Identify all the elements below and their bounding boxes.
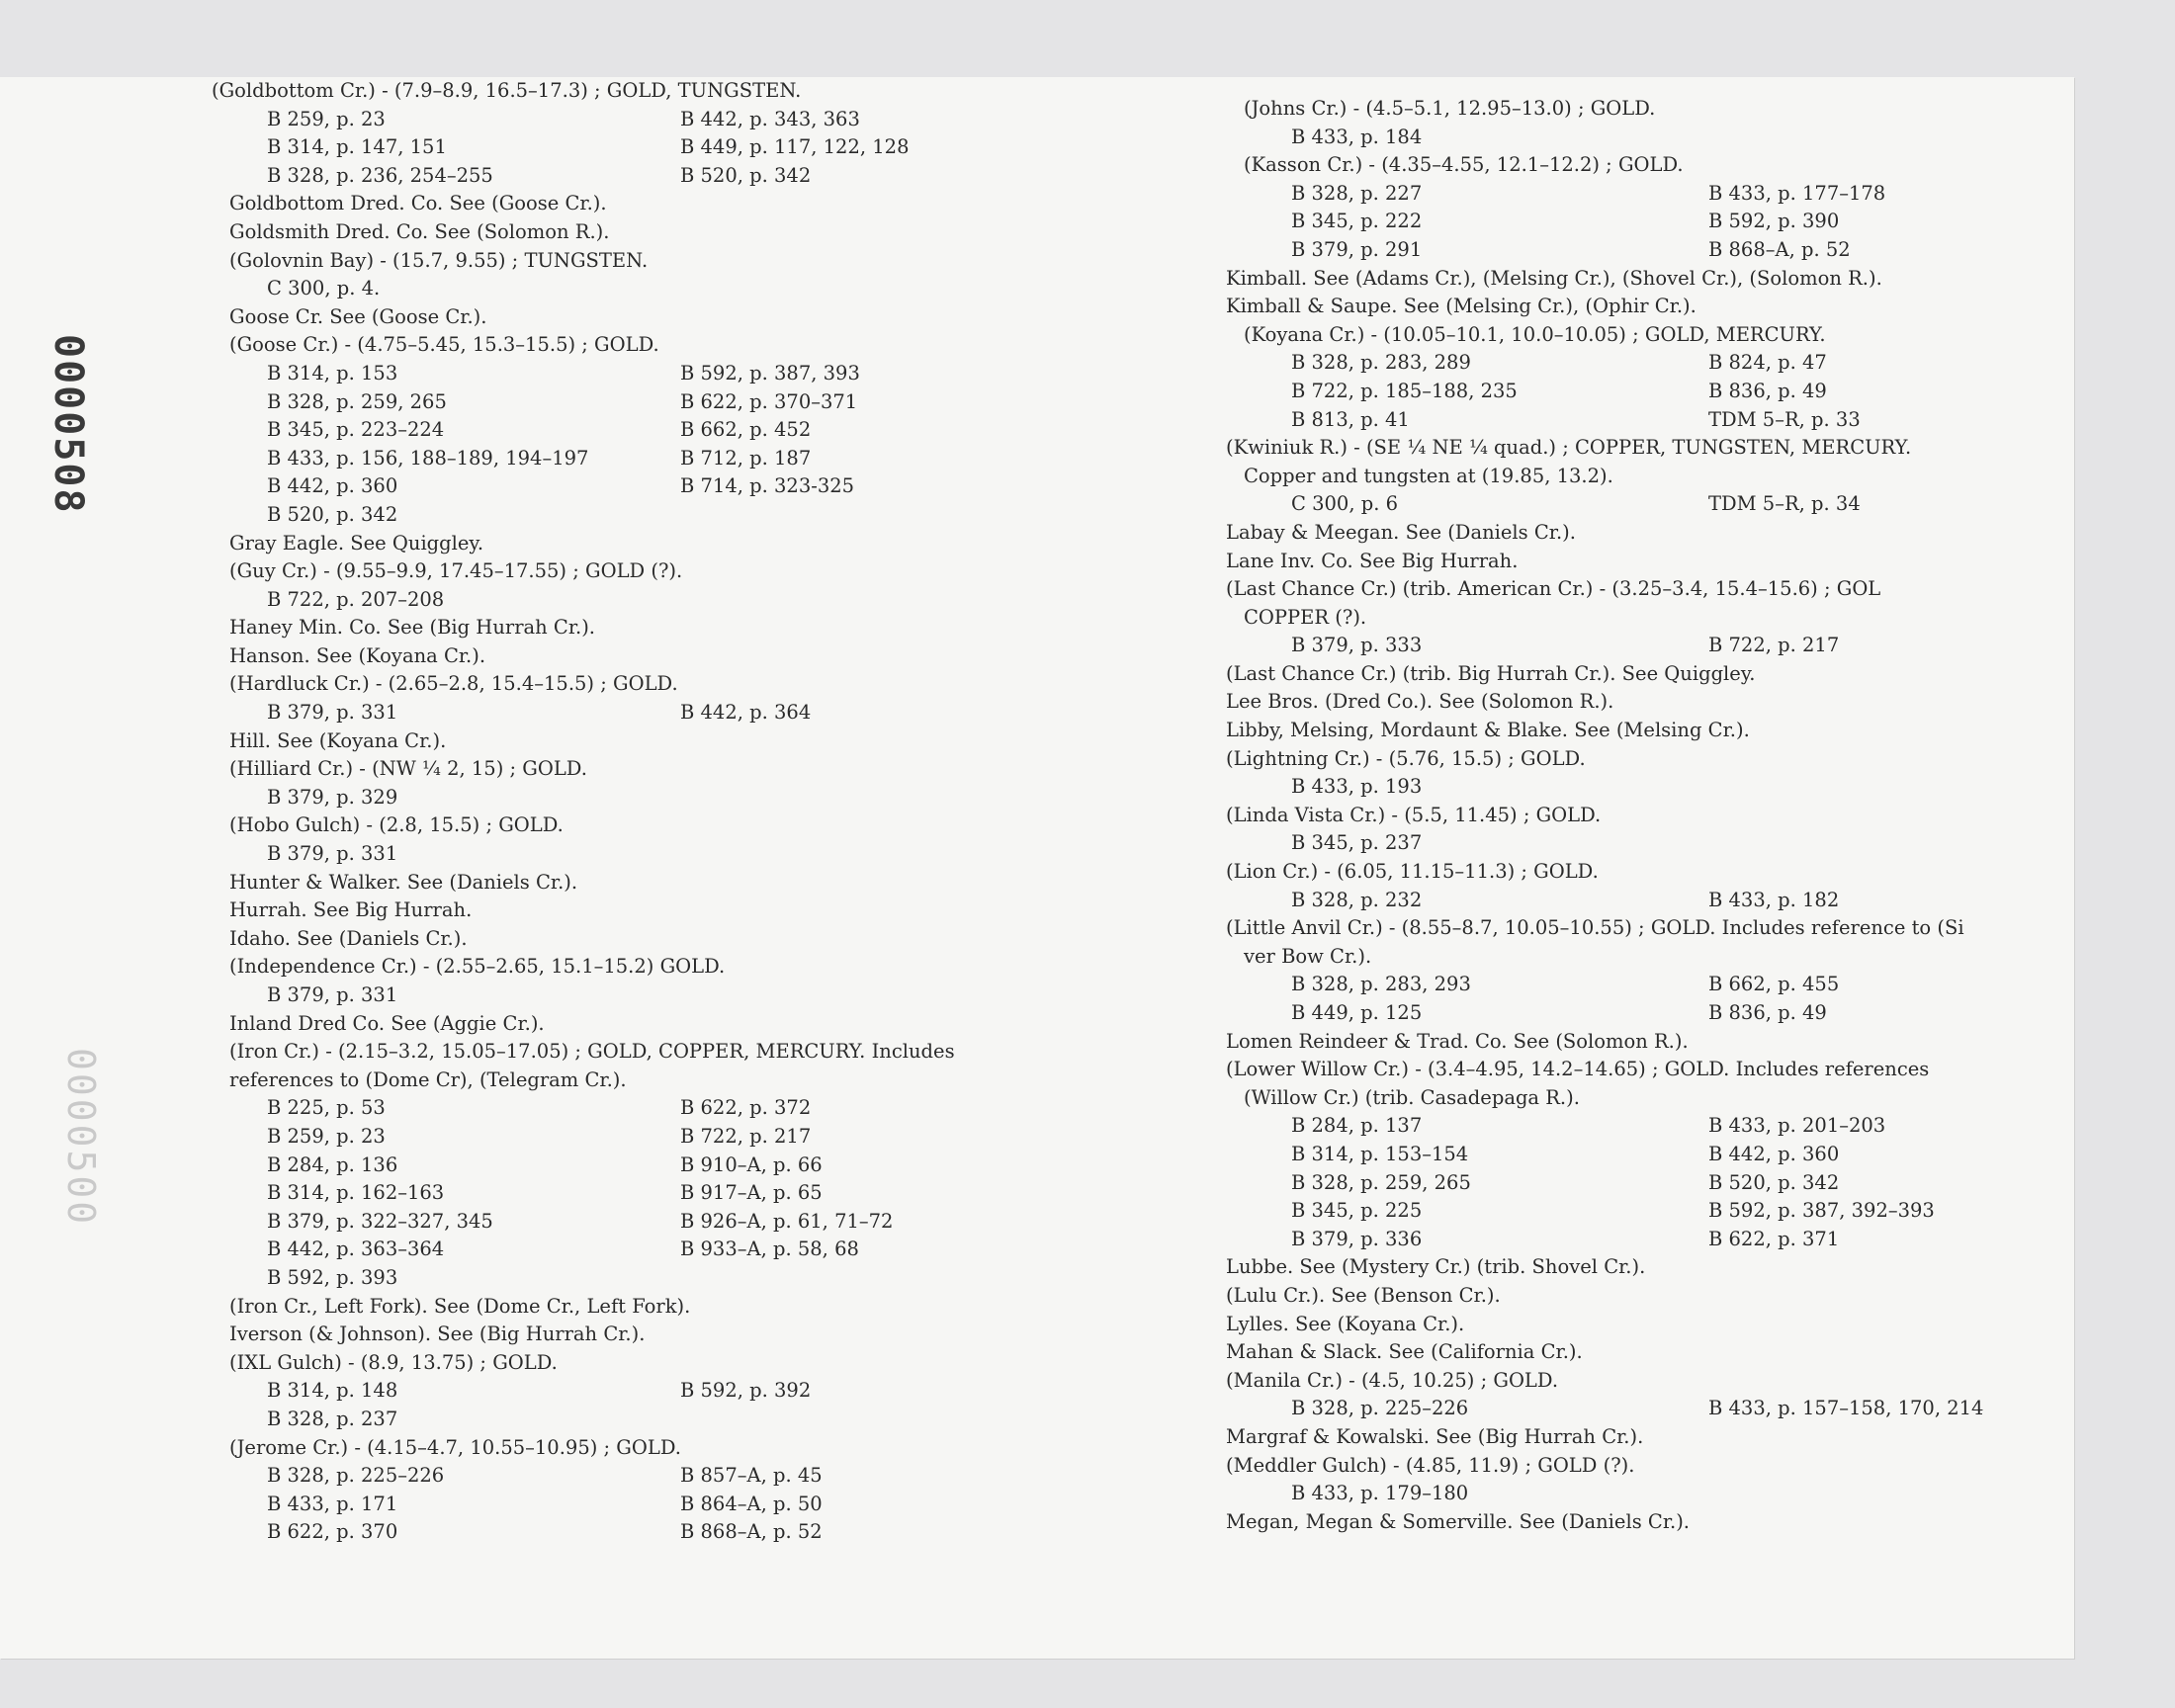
reference-citation: B 433, p. 193 [1291,775,1423,799]
index-entry [212,811,1121,840]
entry-text: Goldbottom Dred. Co. See (Goose Cr.). [229,192,607,215]
reference-citation: B 328, p. 283, 293 [1291,973,1471,996]
entry-text: (Last Chance Cr.) (trib. American Cr.) - (3.25–3.4, 15.4–15.6) ; GOL [1226,577,1881,601]
reference-citation: B 328, p. 236, 254–255 [267,163,493,187]
index-entry [212,388,1121,417]
reference-citation-right: B 592, p. 390 [1708,210,1840,233]
index-entry [212,586,1121,615]
reference-citation: B 622, p. 370 [267,1520,398,1544]
index-entry [212,331,1121,360]
reference-citation-right: B 442, p. 343, 363 [680,107,860,130]
entry-text: references to (Dome Cr), (Telegram Cr.). [229,1068,627,1091]
index-entry [212,784,1121,812]
index-entry [1226,321,2076,350]
reference-citation: B 284, p. 137 [1291,1114,1423,1138]
index-entry [212,1462,1121,1491]
reference-citation: B 442, p. 363–364 [267,1238,445,1261]
entry-text: Goose Cr. See (Goose Cr.). [229,304,487,328]
entry-text: (Jerome Cr.) - (4.15–4.7, 10.55–10.95) ; GOLD. [229,1435,681,1459]
entry-text: Hanson. See (Koyana Cr.). [229,643,486,667]
reference-citation: B 345, p. 225 [1291,1199,1423,1223]
index-entry [1226,1141,2076,1169]
index-entry [1226,519,2076,548]
index-column-right [1226,95,2076,1536]
index-entry [1226,717,2076,745]
reference-citation-right: B 433, p. 157–158, 170, 214 [1708,1397,1984,1420]
index-entry [212,190,1121,218]
reference-citation-right: B 662, p. 452 [680,418,812,442]
index-entry [212,1349,1121,1378]
reference-citation: B 379, p. 331 [267,701,398,725]
reference-citation: B 813, p. 41 [1291,407,1410,431]
index-entry [1226,914,2076,943]
entry-text: (Linda Vista Cr.) - (5.5, 11.45) ; GOLD. [1226,803,1602,826]
index-entry [1226,887,2076,915]
entry-text: (Golovnin Bay) - (15.7, 9.55) ; TUNGSTEN. [229,248,649,272]
reference-citation: B 328, p. 237 [267,1407,398,1430]
index-entry [212,360,1121,388]
reference-citation-right: B 433, p. 182 [1708,888,1840,911]
index-entry [1226,1084,2076,1113]
reference-citation-right: B 722, p. 217 [680,1124,812,1148]
index-entry [1226,1226,2076,1254]
index-entry [1226,1480,2076,1508]
reference-citation: C 300, p. 4. [267,277,381,300]
reference-citation-right: B 622, p. 371 [1708,1227,1840,1250]
reference-citation-right: B 933–A, p. 58, 68 [680,1238,859,1261]
entry-text: (Lulu Cr.). See (Benson Cr.). [1226,1283,1501,1307]
reference-citation: B 433, p. 184 [1291,125,1423,148]
index-entry [212,727,1121,756]
reference-citation: B 379, p. 291 [1291,237,1423,261]
index-entry [212,755,1121,784]
reference-citation-right: B 868–A, p. 52 [1708,237,1851,261]
entry-text: Idaho. See (Daniels Cr.). [229,926,468,950]
entry-text: Hill. See (Koyana Cr.). [229,728,447,752]
index-entry [1226,829,2076,858]
index-entry [1226,1197,2076,1226]
entry-text: Hunter & Walker. See (Daniels Cr.). [229,870,578,894]
reference-citation-right: B 824, p. 47 [1708,351,1827,375]
index-entry [1226,180,2076,209]
index-entry [1226,208,2076,236]
reference-citation-right: B 917–A, p. 65 [680,1181,823,1205]
reference-citation: B 520, p. 342 [267,502,398,526]
index-entry [212,1208,1121,1237]
index-entry [1226,434,2076,463]
index-entry [212,840,1121,869]
entry-text: (Manila Cr.) - (4.5, 10.25) ; GOLD. [1226,1368,1559,1392]
reference-citation-right: B 433, p. 201–203 [1708,1114,1886,1138]
reference-citation-right: B 622, p. 372 [680,1096,812,1120]
index-entry [212,982,1121,1010]
index-entry [212,162,1121,191]
index-entry [212,1123,1121,1152]
entry-text: Hurrah. See Big Hurrah. [229,898,473,922]
entry-text: Megan, Megan & Somerville. See (Daniels Cr.). [1226,1509,1690,1533]
index-entry [1226,95,2076,124]
entry-text: (Johns Cr.) - (4.5–5.1, 12.95–13.0) ; GOLD. [1244,97,1656,120]
index-entry [212,416,1121,445]
reference-citation: B 328, p. 227 [1291,181,1423,205]
entry-text: Libby, Melsing, Mordaunt & Blake. See (Melsing Cr.). [1226,719,1750,742]
reference-citation-right: TDM 5–R, p. 34 [1708,492,1861,516]
index-entry [212,1491,1121,1519]
index-entry [212,897,1121,925]
entry-text: Gray Eagle. See Quiggley. [229,531,484,555]
index-entry [212,953,1121,982]
reference-citation: B 433, p. 179–180 [1291,1482,1469,1505]
reference-citation-right: B 836, p. 49 [1708,1001,1827,1024]
entry-text: Mahan & Slack. See (California Cr.). [1226,1340,1583,1364]
index-entry [212,699,1121,727]
reference-citation: B 345, p. 237 [1291,831,1423,855]
entry-text: (Kasson Cr.) - (4.35–4.55, 12.1–12.2) ; GOLD. [1244,153,1684,177]
reference-citation: B 433, p. 171 [267,1492,398,1515]
index-entry [212,445,1121,473]
reference-citation-right: B 662, p. 455 [1708,973,1840,996]
entry-text: Haney Min. Co. See (Big Hurrah Cr.). [229,616,596,640]
index-entry [1226,1452,2076,1481]
entry-text: Margraf & Kowalski. See (Big Hurrah Cr.). [1226,1424,1644,1448]
index-entry [212,614,1121,642]
entry-text: Lane Inv. Co. See Big Hurrah. [1226,549,1519,572]
index-entry [1226,548,2076,576]
index-entry [1226,1028,2076,1057]
entry-text: (Little Anvil Cr.) - (8.55–8.7, 10.05–10.55) ; GOLD. Includes reference to (Si [1226,916,1964,940]
index-entry [212,670,1121,699]
index-entry [212,1236,1121,1264]
entry-text: ver Bow Cr.). [1244,944,1372,968]
entry-text: (Meddler Gulch) - (4.85, 11.9) ; GOLD (?). [1226,1453,1635,1477]
reference-citation: B 592, p. 393 [267,1265,398,1289]
index-entry [1226,1311,2076,1339]
reference-citation: B 328, p. 225–226 [1291,1397,1469,1420]
index-entry [1226,943,2076,972]
index-entry [1226,802,2076,830]
index-entry [1226,151,2076,180]
reference-citation: B 328, p. 259, 265 [267,389,447,413]
index-entry [212,1406,1121,1434]
index-entry [1226,265,2076,294]
reference-citation-right: B 592, p. 392 [680,1379,812,1403]
index-entry [1226,378,2076,406]
index-entry [212,1067,1121,1095]
index-entry [212,133,1121,162]
index-entry [212,275,1121,303]
reference-citation-right: B 520, p. 342 [680,163,812,187]
entry-text: (Independence Cr.) - (2.55–2.65, 15.1–15.2) GOLD. [229,955,726,979]
entry-text: (Lion Cr.) - (6.05, 11.15–11.3) ; GOLD. [1226,860,1599,884]
reference-citation: B 379, p. 333 [1291,634,1423,657]
index-entry [212,472,1121,501]
index-entry [212,1179,1121,1208]
reference-citation: B 379, p. 329 [267,785,398,809]
index-entry [1226,971,2076,999]
reference-citation: C 300, p. 6 [1291,492,1399,516]
index-entry [1226,293,2076,321]
entry-text: Lylles. See (Koyana Cr.). [1226,1312,1465,1335]
reference-citation: B 314, p. 153–154 [1291,1142,1469,1165]
index-entry [1226,236,2076,265]
reference-citation: B 379, p. 322–327, 345 [267,1209,493,1233]
index-entry [1226,773,2076,802]
reference-citation: B 379, p. 336 [1291,1227,1423,1250]
reference-citation: B 722, p. 185–188, 235 [1291,379,1518,402]
index-entry [212,1434,1121,1463]
entry-text: Inland Dred Co. See (Aggie Cr.). [229,1011,545,1035]
reference-citation-right: B 712, p. 187 [680,446,812,470]
index-entry [212,501,1121,530]
reference-citation: B 314, p. 162–163 [267,1181,445,1205]
reference-citation-right: B 592, p. 387, 393 [680,361,860,384]
reference-citation: B 259, p. 23 [267,107,386,130]
entry-text: (Lower Willow Cr.) - (3.4–4.95, 14.2–14.65) ; GOLD. Includes references [1226,1058,1930,1081]
index-entry [1226,999,2076,1028]
entry-text: (Kwiniuk R.) - (SE ¼ NE ¼ quad.) ; COPPER, TUNGSTEN, MERCURY. [1226,436,1912,460]
reference-citation: B 328, p. 232 [1291,888,1423,911]
reference-citation-right: B 836, p. 49 [1708,379,1827,402]
index-entry [212,303,1121,332]
index-entry [1226,1338,2076,1367]
entry-text: (Willow Cr.) (trib. Casadepaga R.). [1244,1085,1580,1109]
reference-citation: B 442, p. 360 [267,474,398,498]
index-entry [212,1518,1121,1547]
reference-citation-right: B 857–A, p. 45 [680,1464,823,1488]
entry-text: (Guy Cr.) - (9.55–9.9, 17.45–17.55) ; GOLD (?). [229,559,683,583]
entry-text: (Iron Cr., Left Fork). See (Dome Cr., Left Fork). [229,1294,691,1318]
entry-text: (Iron Cr.) - (2.15–3.2, 15.05–17.05) ; GOLD, COPPER, MERCURY. Includes [229,1040,955,1064]
entry-text: Goldsmith Dred. Co. See (Solomon R.). [229,219,610,243]
index-entry [212,77,1121,106]
entry-text: Lee Bros. (Dred Co.). See (Solomon R.). [1226,690,1614,714]
index-entry [1226,688,2076,717]
reference-citation: B 328, p. 259, 265 [1291,1170,1471,1194]
index-entry [1226,124,2076,152]
index-entry [212,1094,1121,1123]
entry-text: Labay & Meegan. See (Daniels Cr.). [1226,520,1576,544]
entry-text: (Hardluck Cr.) - (2.65–2.8, 15.4–15.5) ; GOLD. [229,672,678,696]
index-entry [1226,406,2076,435]
reference-citation-right: B 592, p. 387, 392–393 [1708,1199,1935,1223]
reference-citation: B 379, p. 331 [267,842,398,866]
index-entry [1226,1423,2076,1452]
entry-text: (Last Chance Cr.) (trib. Big Hurrah Cr.). See Quiggley. [1226,661,1756,685]
reference-citation: B 722, p. 207–208 [267,587,445,611]
index-entry [212,247,1121,276]
reference-citation: B 328, p. 225–226 [267,1464,445,1488]
reference-citation: B 314, p. 153 [267,361,398,384]
index-entry [212,1321,1121,1349]
index-entry [1226,575,2076,604]
entry-text: (Koyana Cr.) - (10.05–10.1, 10.0–10.05) ; GOLD, MERCURY. [1244,322,1826,346]
reference-citation-right: B 714, p. 323-325 [680,474,855,498]
reference-citation: B 328, p. 283, 289 [1291,351,1471,375]
entry-text: (Hobo Gulch) - (2.8, 15.5) ; GOLD. [229,813,564,837]
entry-text: Lomen Reindeer & Trad. Co. See (Solomon R.). [1226,1029,1689,1053]
index-entry [212,530,1121,558]
reference-citation-right: B 449, p. 117, 122, 128 [680,135,910,159]
index-entry [212,1264,1121,1293]
reference-citation-right: B 442, p. 364 [680,701,812,725]
index-entry [1226,1367,2076,1396]
index-entry [212,1038,1121,1067]
index-entry [1226,858,2076,887]
index-entry [212,869,1121,897]
entry-text: (Goldbottom Cr.) - (7.9–8.9, 16.5–17.3) ; GOLD, TUNGSTEN. [212,79,802,102]
reference-citation-right: B 622, p. 370–371 [680,389,858,413]
index-entry [212,218,1121,247]
entry-text: (IXL Gulch) - (8.9, 13.75) ; GOLD. [229,1350,558,1374]
index-entry [1226,745,2076,774]
reference-citation-right: B 910–A, p. 66 [680,1153,823,1176]
entry-text: Lubbe. See (Mystery Cr.) (trib. Shovel Cr.). [1226,1255,1646,1279]
index-entry [1226,1282,2076,1311]
index-entry [212,925,1121,954]
index-entry [1226,490,2076,519]
index-entry [1226,1112,2076,1141]
index-entry [1226,1395,2076,1423]
reference-citation: B 314, p. 148 [267,1379,398,1403]
entry-text: Iverson (& Johnson). See (Big Hurrah Cr.). [229,1323,646,1346]
reference-citation: B 379, p. 331 [267,983,398,1006]
index-entry [1226,349,2076,378]
index-entry [212,1293,1121,1322]
index-entry [1226,1508,2076,1537]
index-entry [1226,604,2076,633]
reference-citation-right: B 722, p. 217 [1708,634,1840,657]
reference-citation-right: B 926–A, p. 61, 71–72 [680,1209,894,1233]
reference-citation: B 225, p. 53 [267,1096,386,1120]
entry-text: (Hilliard Cr.) - (NW ¼ 2, 15) ; GOLD. [229,757,587,781]
entry-text: Kimball. See (Adams Cr.), (Melsing Cr.), (Shovel Cr.), (Solomon R.). [1226,266,1882,290]
index-entry [1226,463,2076,491]
index-entry [1226,1253,2076,1282]
index-entry [1226,1169,2076,1198]
entry-text: COPPER (?). [1244,605,1367,629]
reference-citation-right: B 433, p. 177–178 [1708,181,1886,205]
entry-text: (Lightning Cr.) - (5.76, 15.5) ; GOLD. [1226,746,1586,770]
entry-text: Kimball & Saupe. See (Melsing Cr.), (Ophir Cr.). [1226,295,1696,318]
reference-citation-right: B 868–A, p. 52 [680,1520,823,1544]
entry-text: Copper and tungsten at (19.85, 13.2). [1244,464,1613,487]
index-entry [212,557,1121,586]
reference-citation: B 284, p. 136 [267,1153,398,1176]
index-entry [1226,1056,2076,1084]
index-column-left [212,77,1121,1547]
reference-citation: B 345, p. 222 [1291,210,1423,233]
reference-citation: B 345, p. 223–224 [267,418,445,442]
reference-citation: B 433, p. 156, 188–189, 194–197 [267,446,589,470]
index-entry [212,1010,1121,1039]
reference-citation-right: TDM 5–R, p. 33 [1708,407,1861,431]
index-entry [1226,660,2076,689]
index-entry [212,642,1121,671]
reference-citation-right: B 864–A, p. 50 [680,1492,823,1515]
reference-citation: B 314, p. 147, 151 [267,135,447,159]
index-entry [212,106,1121,134]
index-entry [1226,632,2076,660]
entry-text: (Goose Cr.) - (4.75–5.45, 15.3–15.5) ; GOLD. [229,333,659,357]
index-entry [212,1152,1121,1180]
index-entry [212,1377,1121,1406]
reference-citation-right: B 442, p. 360 [1708,1142,1840,1165]
reference-citation: B 449, p. 125 [1291,1001,1423,1024]
reference-citation-right: B 520, p. 342 [1708,1170,1840,1194]
document-id-stamp: 0000508 [45,334,91,515]
reference-citation: B 259, p. 23 [267,1124,386,1148]
faint-id-stamp: 0000500 [59,1048,103,1228]
